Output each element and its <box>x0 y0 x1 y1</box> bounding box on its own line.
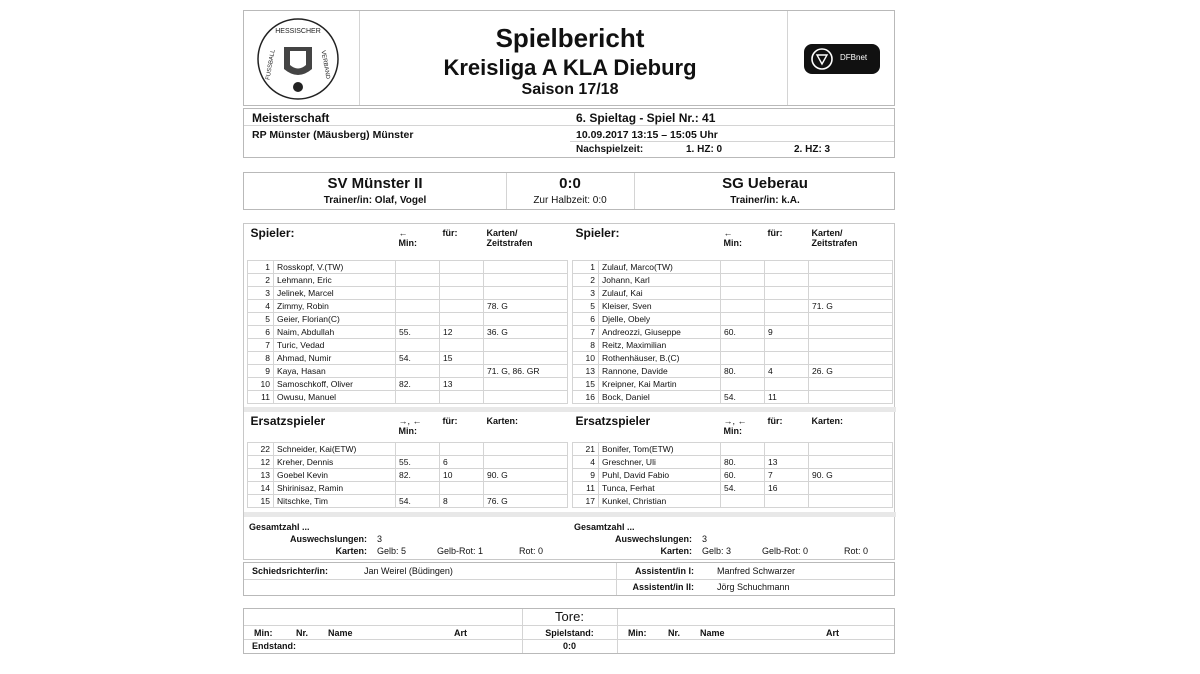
player-name: Greschner, Uli <box>599 455 721 468</box>
player-minute <box>396 364 440 377</box>
player-minute <box>721 377 765 390</box>
player-number: 3 <box>248 286 274 299</box>
player-name: Andreozzi, Giuseppe <box>599 325 721 338</box>
player-cards <box>484 351 568 364</box>
player-number: 3 <box>573 286 599 299</box>
player-number: 15 <box>248 494 274 507</box>
player-row <box>248 468 568 481</box>
player-replaced: 9 <box>765 325 809 338</box>
player-name: Kreher, Dennis <box>274 455 396 468</box>
player-number: 14 <box>248 481 274 494</box>
player-replaced: 13 <box>765 455 809 468</box>
player-row <box>248 325 568 338</box>
player-cards <box>809 338 893 351</box>
home-cards-header: Karten/ Zeitstrafen <box>486 228 533 248</box>
player-replaced: 10 <box>440 468 484 481</box>
player-replaced <box>440 481 484 494</box>
player-minute <box>721 442 765 455</box>
player-cards: 71. G <box>809 299 893 312</box>
player-number: 9 <box>573 468 599 481</box>
dfbnet-label: DFBnet <box>840 53 868 62</box>
away-substitutes <box>572 414 893 508</box>
home-players-list <box>248 260 568 403</box>
away-subs-min-header: →, ← Min: <box>723 416 747 436</box>
away-totals <box>572 520 893 558</box>
away-subs-count: 3 <box>702 534 708 544</box>
home-subs-list <box>248 442 568 507</box>
player-row <box>573 260 893 273</box>
player-row <box>573 299 893 312</box>
player-number: 11 <box>573 481 599 494</box>
final-score-value: 0:0 <box>562 641 576 651</box>
player-row <box>573 442 893 455</box>
goals-home-min-header: Min: <box>254 628 273 638</box>
player-minute <box>396 481 440 494</box>
player-replaced: 13 <box>440 377 484 390</box>
away-subs-cards-header: Karten: <box>811 416 844 426</box>
player-name: Samoschkoff, Oliver <box>274 377 396 390</box>
away-for-header: für: <box>767 228 783 238</box>
player-cards <box>484 260 568 273</box>
player-number: 11 <box>248 390 274 403</box>
player-number: 5 <box>573 299 599 312</box>
section-divider <box>244 512 896 517</box>
season-label: Saison 17/18 <box>521 81 619 98</box>
player-cards: 76. G <box>484 494 568 507</box>
player-number: 8 <box>573 338 599 351</box>
extra-time-label: Nachspielzeit: <box>576 144 644 155</box>
player-cards <box>809 260 893 273</box>
player-minute: 54. <box>396 494 440 507</box>
player-name: Zulauf, Marco(TW) <box>599 260 721 273</box>
player-name: Reitz, Maximilian <box>599 338 721 351</box>
player-replaced <box>765 351 809 364</box>
player-row <box>573 455 893 468</box>
player-row <box>573 286 893 299</box>
player-name: Jelinek, Marcel <box>274 286 396 299</box>
player-minute: 54. <box>721 481 765 494</box>
player-replaced <box>440 338 484 351</box>
away-out-min-header: ← Min: <box>723 228 743 248</box>
svg-text:HESSISCHER: HESSISCHER <box>275 28 321 35</box>
assistant1-label: Assistent/in I: <box>634 566 694 576</box>
player-cards: 90. G <box>484 468 568 481</box>
player-number: 15 <box>573 377 599 390</box>
player-row <box>248 286 568 299</box>
player-number: 17 <box>573 494 599 507</box>
away-subs-header: Ersatzspieler <box>575 414 651 428</box>
away-players-header: Spieler: <box>575 226 620 240</box>
away-coach: Trainer/in: k.A. <box>730 195 800 206</box>
player-name: Zimmy, Robin <box>274 299 396 312</box>
player-cards <box>484 442 568 455</box>
player-cards: 36. G <box>484 325 568 338</box>
player-number: 5 <box>248 312 274 325</box>
player-cards <box>484 338 568 351</box>
player-cards <box>809 494 893 507</box>
player-replaced <box>440 364 484 377</box>
halftime-score: Zur Halbzeit: 0:0 <box>533 195 607 206</box>
home-coach: Trainer/in: Olaf, Vogel <box>323 195 427 206</box>
player-cards <box>809 351 893 364</box>
player-replaced <box>765 377 809 390</box>
player-name: Turic, Vedad <box>274 338 396 351</box>
player-cards <box>484 481 568 494</box>
player-replaced: 8 <box>440 494 484 507</box>
player-minute <box>396 273 440 286</box>
player-row <box>573 377 893 390</box>
player-name: Djelle, Obely <box>599 312 721 325</box>
player-replaced <box>765 442 809 455</box>
player-replaced <box>440 286 484 299</box>
player-name: Zulauf, Kai <box>599 286 721 299</box>
player-cards: 78. G <box>484 299 568 312</box>
home-players-header: Spieler: <box>250 226 295 240</box>
player-minute: 55. <box>396 455 440 468</box>
player-cards <box>809 312 893 325</box>
player-cards <box>809 481 893 494</box>
player-name: Rannone, Davide <box>599 364 721 377</box>
away-subs-for-header: für: <box>767 416 783 426</box>
player-row <box>573 325 893 338</box>
player-cards <box>484 455 568 468</box>
player-name: Kreipner, Kai Martin <box>599 377 721 390</box>
player-number: 21 <box>573 442 599 455</box>
player-minute <box>721 260 765 273</box>
player-minute <box>396 442 440 455</box>
away-cards-label: Karten: <box>660 546 692 556</box>
home-substitutes <box>247 414 568 508</box>
player-number: 10 <box>248 377 274 390</box>
player-name: Rosskopf, V.(TW) <box>274 260 396 273</box>
player-row <box>573 273 893 286</box>
match-info <box>243 108 895 158</box>
player-replaced <box>440 390 484 403</box>
dfbnet-logo <box>804 44 880 74</box>
player-number: 7 <box>573 325 599 338</box>
goals-away-art-header: Art <box>826 628 839 638</box>
assistant1-name: Manfred Schwarzer <box>717 566 796 576</box>
player-replaced: 7 <box>765 468 809 481</box>
home-subs-for-header: für: <box>442 416 458 426</box>
player-cards <box>809 390 893 403</box>
league-name: Kreisliga A KLA Dieburg <box>443 55 697 80</box>
home-for-header: für: <box>442 228 458 238</box>
player-number: 12 <box>248 455 274 468</box>
player-row <box>248 312 568 325</box>
result-box <box>243 172 895 210</box>
player-row <box>248 442 568 455</box>
player-minute: 82. <box>396 468 440 481</box>
player-replaced: 16 <box>765 481 809 494</box>
player-number: 4 <box>573 455 599 468</box>
goals-home-nr-header: Nr. <box>296 628 309 638</box>
final-score: 0:0 <box>559 175 581 192</box>
player-replaced <box>440 442 484 455</box>
player-name: Shirinisaz, Ramin <box>274 481 396 494</box>
player-number: 2 <box>573 273 599 286</box>
home-team: SV Münster II <box>327 175 423 192</box>
referee-label: Schiedsrichter/in: <box>252 566 329 576</box>
player-minute <box>721 312 765 325</box>
player-replaced <box>440 273 484 286</box>
player-minute <box>396 312 440 325</box>
player-replaced: 15 <box>440 351 484 364</box>
player-name: Bonifer, Tom(ETW) <box>599 442 721 455</box>
player-minute: 82. <box>396 377 440 390</box>
player-replaced: 12 <box>440 325 484 338</box>
away-yellowred-count: Gelb-Rot: 0 <box>762 546 809 556</box>
goals-home-art-header: Art <box>454 628 467 638</box>
player-row <box>573 390 893 403</box>
venue: RP Münster (Mäusberg) Münster <box>252 129 414 141</box>
player-number: 13 <box>248 468 274 481</box>
goals-away-min-header: Min: <box>628 628 647 638</box>
player-minute <box>721 351 765 364</box>
player-name: Geier, Florian(C) <box>274 312 396 325</box>
away-cards-header: Karten/ Zeitstrafen <box>811 228 858 248</box>
away-lineup <box>572 226 893 404</box>
goals-title: Tore: <box>555 609 584 624</box>
matchday: 6. Spieltag - Spiel Nr.: 41 <box>576 111 716 125</box>
home-cards-label: Karten: <box>335 546 367 556</box>
goals-score-header: Spielstand: <box>545 628 594 638</box>
competition-type: Meisterschaft <box>252 111 330 125</box>
player-row <box>573 494 893 507</box>
dfb-emblem-icon <box>810 47 834 71</box>
player-row <box>248 494 568 507</box>
player-row <box>248 338 568 351</box>
player-number: 9 <box>248 364 274 377</box>
player-minute: 80. <box>721 455 765 468</box>
player-replaced: 4 <box>765 364 809 377</box>
player-row <box>573 364 893 377</box>
player-name: Rothenhäuser, B.(C) <box>599 351 721 364</box>
player-row <box>573 312 893 325</box>
player-row <box>248 455 568 468</box>
player-minute <box>396 338 440 351</box>
player-row <box>573 338 893 351</box>
player-number: 6 <box>573 312 599 325</box>
player-name: Ahmad, Numir <box>274 351 396 364</box>
player-number: 2 <box>248 273 274 286</box>
player-replaced: 11 <box>765 390 809 403</box>
player-name: Naim, Abdullah <box>274 325 396 338</box>
player-replaced <box>765 312 809 325</box>
svg-text:VERBAND: VERBAND <box>319 50 331 80</box>
player-cards <box>484 286 568 299</box>
player-minute <box>396 390 440 403</box>
player-replaced <box>440 299 484 312</box>
goals-away-nr-header: Nr. <box>668 628 681 638</box>
player-name: Kleiser, Sven <box>599 299 721 312</box>
player-cards <box>484 377 568 390</box>
away-subs-label: Auswechslungen: <box>614 534 692 544</box>
player-name: Tunca, Ferhat <box>599 481 721 494</box>
player-replaced <box>440 312 484 325</box>
player-replaced <box>765 273 809 286</box>
player-replaced <box>765 260 809 273</box>
player-minute <box>721 273 765 286</box>
assistant2-label: Assistent/in II: <box>632 582 694 592</box>
referee-name: Jan Weirel (Büdingen) <box>364 566 453 576</box>
player-cards: 71. G, 86. GR <box>484 364 568 377</box>
player-cards <box>484 273 568 286</box>
player-number: 1 <box>248 260 274 273</box>
player-minute: 60. <box>721 468 765 481</box>
player-number: 7 <box>248 338 274 351</box>
player-name: Kaya, Hasan <box>274 364 396 377</box>
officials-box <box>243 562 895 596</box>
away-subs-list <box>573 442 893 507</box>
player-minute <box>396 299 440 312</box>
goals-box <box>243 608 895 654</box>
report-header <box>243 10 895 106</box>
player-name: Kunkel, Christian <box>599 494 721 507</box>
home-subs-min-header: →, ← Min: <box>398 416 422 436</box>
player-row <box>248 390 568 403</box>
player-row <box>248 260 568 273</box>
player-cards <box>809 377 893 390</box>
player-row <box>573 468 893 481</box>
player-replaced <box>765 286 809 299</box>
home-totals <box>247 520 568 558</box>
player-row <box>248 351 568 364</box>
player-minute <box>721 299 765 312</box>
player-minute: 60. <box>721 325 765 338</box>
player-row <box>248 299 568 312</box>
player-row <box>248 481 568 494</box>
extra-time-second-half: 2. HZ: 3 <box>794 144 831 155</box>
goals-home-name-header: Name <box>328 628 353 638</box>
player-minute <box>721 286 765 299</box>
player-name: Lehmann, Eric <box>274 273 396 286</box>
away-players-list <box>573 260 893 403</box>
player-number: 1 <box>573 260 599 273</box>
player-name: Owusu, Manuel <box>274 390 396 403</box>
player-number: 22 <box>248 442 274 455</box>
player-minute <box>396 260 440 273</box>
player-replaced <box>765 494 809 507</box>
player-replaced <box>765 299 809 312</box>
player-minute <box>396 286 440 299</box>
player-row <box>573 481 893 494</box>
player-number: 4 <box>248 299 274 312</box>
player-number: 13 <box>573 364 599 377</box>
away-totals-label: Gesamtzahl ... <box>574 522 635 532</box>
player-cards <box>484 390 568 403</box>
home-subs-cards-header: Karten: <box>486 416 519 426</box>
player-cards <box>809 286 893 299</box>
home-out-min-header: ← Min: <box>398 228 418 248</box>
player-replaced <box>440 260 484 273</box>
report-title: Spielbericht <box>495 23 645 53</box>
player-cards: 90. G <box>809 468 893 481</box>
away-red-count: Rot: 0 <box>844 546 869 556</box>
player-minute: 55. <box>396 325 440 338</box>
player-cards <box>809 325 893 338</box>
match-datetime: 10.09.2017 13:15 – 15:05 Uhr <box>576 129 718 141</box>
home-red-count: Rot: 0 <box>519 546 544 556</box>
player-row <box>248 273 568 286</box>
player-minute <box>721 494 765 507</box>
goals-away-name-header: Name <box>700 628 725 638</box>
home-totals-label: Gesamtzahl ... <box>249 522 310 532</box>
home-subs-label: Auswechslungen: <box>289 534 367 544</box>
player-name: Nitschke, Tim <box>274 494 396 507</box>
player-cards <box>809 455 893 468</box>
player-cards <box>809 442 893 455</box>
player-number: 10 <box>573 351 599 364</box>
player-name: Bock, Daniel <box>599 390 721 403</box>
player-cards <box>484 312 568 325</box>
player-minute: 80. <box>721 364 765 377</box>
home-lineup <box>247 226 568 404</box>
extra-time-first-half: 1. HZ: 0 <box>686 144 723 155</box>
section-divider <box>244 407 896 412</box>
player-cards: 26. G <box>809 364 893 377</box>
player-row <box>573 351 893 364</box>
player-minute: 54. <box>721 390 765 403</box>
player-name: Goebel Kevin <box>274 468 396 481</box>
svg-text:FUSSBALL: FUSSBALL <box>265 49 277 81</box>
player-name: Schneider, Kai(ETW) <box>274 442 396 455</box>
player-row <box>248 364 568 377</box>
home-yellowred-count: Gelb-Rot: 1 <box>437 546 484 556</box>
lineups-box <box>243 223 895 560</box>
home-subs-header: Ersatzspieler <box>250 414 326 428</box>
assistant2-name: Jörg Schuchmann <box>717 582 790 592</box>
player-cards <box>809 273 893 286</box>
player-replaced <box>765 338 809 351</box>
away-team: SG Ueberau <box>722 175 808 192</box>
player-number: 6 <box>248 325 274 338</box>
home-yellow-count: Gelb: 5 <box>377 546 407 556</box>
player-number: 8 <box>248 351 274 364</box>
player-name: Johann, Karl <box>599 273 721 286</box>
player-replaced: 6 <box>440 455 484 468</box>
player-row <box>248 377 568 390</box>
away-yellow-count: Gelb: 3 <box>702 546 732 556</box>
home-subs-count: 3 <box>377 534 383 544</box>
final-score-label: Endstand: <box>252 641 296 651</box>
player-name: Puhl, David Fabio <box>599 468 721 481</box>
player-minute: 54. <box>396 351 440 364</box>
player-number: 16 <box>573 390 599 403</box>
player-minute <box>721 338 765 351</box>
